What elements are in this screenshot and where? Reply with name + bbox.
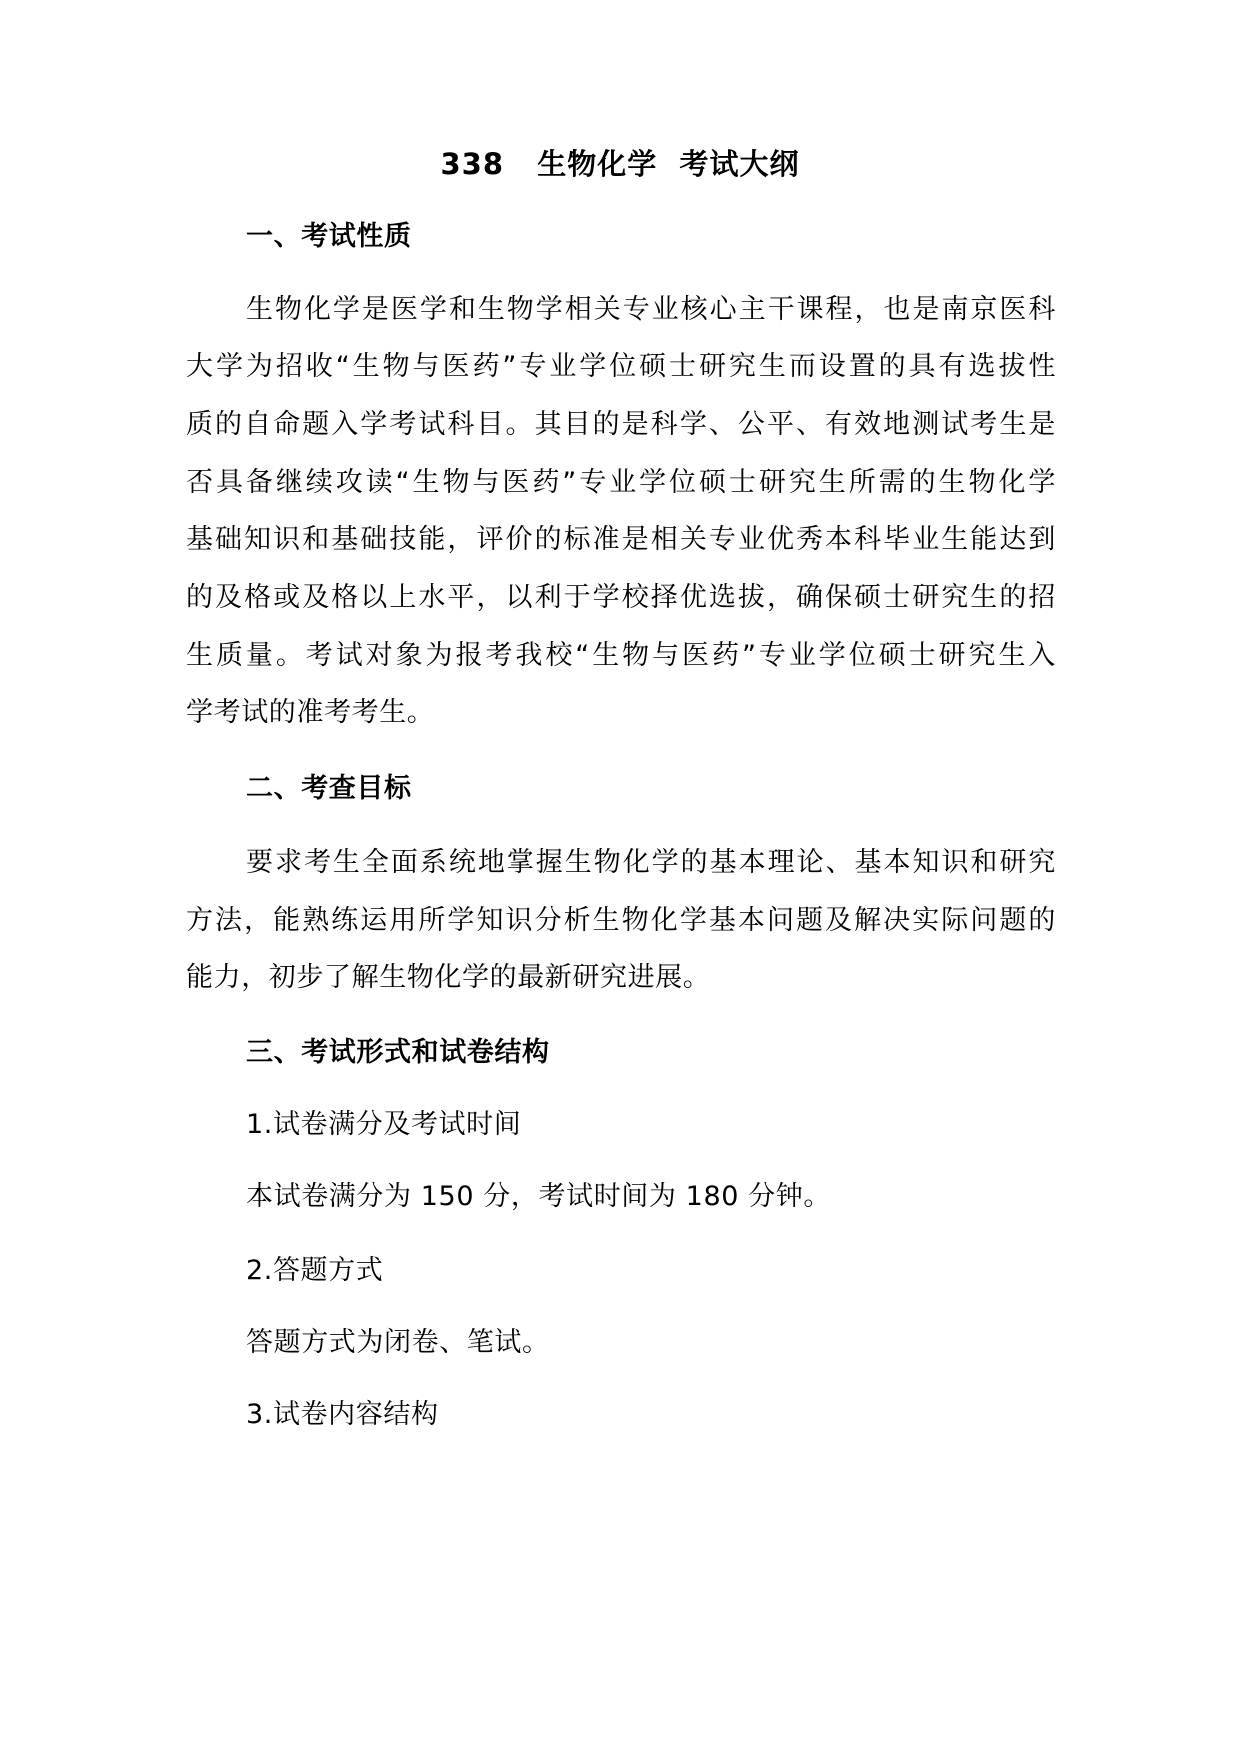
paragraph-line: 质的自命题入学考试科目。其目的是科学、公平、有效地测试考生是 xyxy=(186,409,1056,440)
subheading-answer-method: 2.答题方式 xyxy=(246,1255,384,1286)
paragraph-line: 生质量。考试对象为报考我校“生物与医药”专业学位硕士研究生入 xyxy=(186,640,1056,671)
paragraph-line: 要求考生全面系统地掌握生物化学的基本理论、基本知识和研究 xyxy=(246,847,1056,878)
document-title: 338 生物化学 考试大纲 xyxy=(440,147,800,181)
paragraph-line: 生物化学是医学和生物学相关专业核心主干课程，也是南京医科 xyxy=(246,294,1056,325)
answer-method-text: 答题方式为闭卷、笔试。 xyxy=(246,1327,550,1358)
section-heading-exam-format: 三、考试形式和试卷结构 xyxy=(246,1037,550,1068)
paragraph-line: 大学为招收“生物与医药”专业学位硕士研究生而设置的具有选拔性 xyxy=(186,351,1056,382)
paragraph-line: 方法，能熟练运用所学知识分析生物化学基本问题及解决实际问题的 xyxy=(186,905,1056,936)
section-heading-exam-objectives: 二、考查目标 xyxy=(246,773,412,804)
paragraph-line: 的及格或及格以上水平，以利于学校择优选拔，确保硕士研究生的招 xyxy=(186,582,1056,613)
paragraph-line: 否具备继续攻读“生物与医药”专业学位硕士研究生所需的生物化学 xyxy=(186,467,1056,498)
section-heading-exam-nature: 一、考试性质 xyxy=(246,221,412,252)
paragraph-line: 能力，初步了解生物化学的最新研究进展。 xyxy=(186,962,711,993)
score-time-text: 本试卷满分为 150 分，考试时间为 180 分钟。 xyxy=(246,1181,831,1212)
paragraph-line: 学考试的准考考生。 xyxy=(186,697,435,728)
subheading-score-and-time: 1.试卷满分及考试时间 xyxy=(246,1109,522,1140)
subheading-content-structure: 3.试卷内容结构 xyxy=(246,1399,439,1430)
paragraph-line: 基础知识和基础技能，评价的标准是相关专业优秀本科毕业生能达到 xyxy=(186,524,1056,555)
